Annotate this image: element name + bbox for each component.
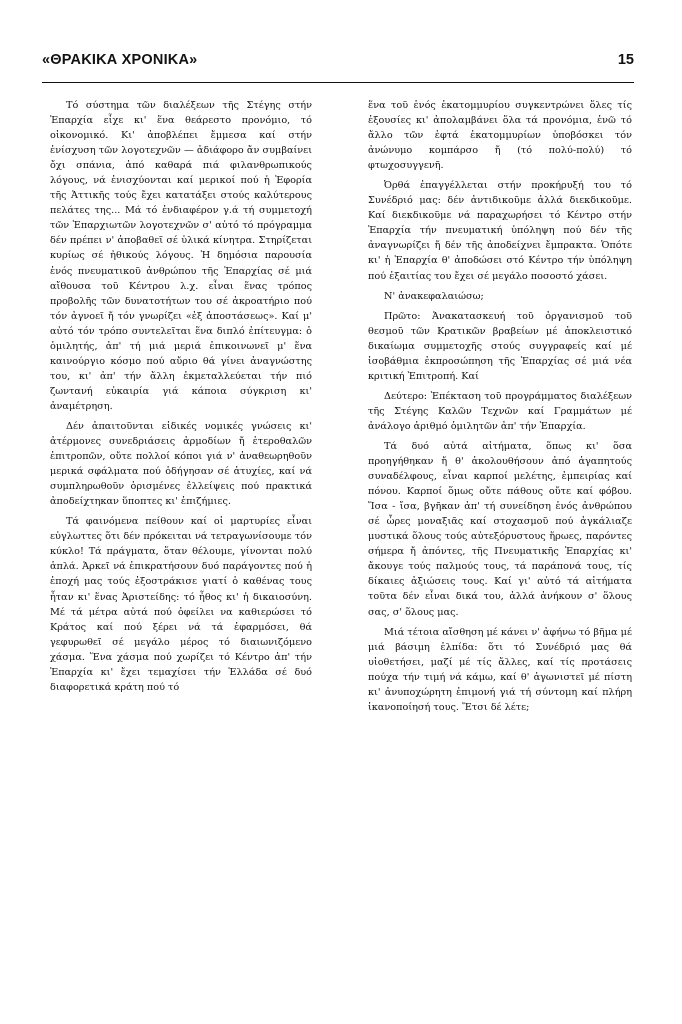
page-number: 15 [617, 52, 634, 68]
running-title: «ΘΡΑΚΙΚΑ ΧΡΟΝΙΚΑ» [42, 52, 198, 68]
paragraph: Ν' ἀνακεφαλαιώσω; [384, 290, 484, 302]
right-column [368, 98, 632, 715]
paragraph: Δεύτερο: Ἐπέκταση τοῦ προγράμματος διαλέξεων τῆς Στέγης Καλῶν Τεχνῶν καί Γραμμάτων μέ ἀνάλογο ἀριθμό ὁμιλητῶν ἀπ' τήν Ἐπαρχία. [368, 390, 632, 432]
paragraph-continued: ἕνα τοῦ ἑνός ἑκατομμυρίου συγκεντρώνει ὅλες τίς ἐξουσίες κι' ἀπολαμβάνει ὅλα τά προνόμια, ἐνῶ τό ἄλλο τῶν ἑφτά ἑκατομμυρίων ὑποβόσκει τόν ἀνώνυμο κομπάρσο ἤ (τό πολύ-πολύ) τό φτωχοσυγγενῆ. [368, 100, 632, 172]
paragraph: Τά δυό αὐτά αἰτήματα, ὅπως κι' ὅσα προηγήθηκαν ἤ θ' ἀκολουθήσουν ἀπό ἀγαπητούς συναδέλφους, εἶναι καρποί μελέτης, ἐμπειρίας καί πόνου. Καρποί ὅμως οὔτε πάθους οὔτε καί φόβου. Ἴσα - ἴσα, βγῆκαν ἀπ' τή συνείδηση ἑνός ἀνθρώπου σέ ὧρες μοναξιᾶς καί στοχασμοῦ πού ἀγκάλιαζε μυστικά ὅλους τούς αὐτεξόρυστους ἥρωες, παρόντες σήμερα ἤ ἀπόντες, τῆς Πνευματικῆς Ἐπαρχίας κι' ἄκουγε τούς παλμούς τους, τά παράπονά τους, τίς δίκαιες ἀξιώσεις τους. Καί γι' αὐτό τά αἰτήματα τοῦτα δέν εἶναι δικά του, ἀλλά ἀνήκουν σ' ὅλους σας, σ' ὅλους μας. [368, 440, 632, 618]
paragraph: Τά φαινόμενα πείθουν καί οἱ μαρτυρίες εἶναι εὐγλωττες ὅτι δέν πρόκειται νά τετραγωνίσουμε τόν κύκλο! Τά πράγματα, ὅταν θέλουμε, γίνονται πολύ ἁπλά. Ἀρκεῖ νά ἐπικρατήσουν δυό παράγοντες πού ἡ ἐποχή μας τούς ἐξοστράκισε γιατί ὁ καθένας τους ἦταν κι' ἕνας Ἀριστείδης: τό ἦθος κι' ἡ δικαιοσύνη. Μέ τά μέτρα αὐτά πού ὀφείλει να καθιερώσει τό Κράτος καί πού ξέρει νά τά ἐφαρμόσει, θά γεφυρωθεῖ σέ μεγάλο μέρος τό διαιωνιζόμενο χάσμα. Ἕνα χάσμα πού χωρίζει τό Κέντρο ἀπ' τήν Ἐπαρχία κι' ἔχει τεμαχίσει τήν Ἑλλάδα σέ δυό διαφορετικά κράτη πού τό [50, 516, 312, 693]
paragraph: Ὀρθά ἐπαγγέλλεται στήν προκήρυξή του τό Συνέδριό μας: δέν ἀντιδικοῦμε ἀλλά διεκδικοῦμε. Καί διεκδικοῦμε νά παραχωρήσει τό Κέντρο στήν Ἐπαρχία τήν πνευματική ὑπόληψη πού δέν τῆς ἀναγνωρίζει ἤ δέν τῆς ἀποδείχνει ἔμπρακτα. Ὁπότε κι' ἡ Ἐπαρχία θ' ἀποδώσει στό Κέντρο τήν ὑπόληψη πού ἐξαιτίας του ἔχει σέ μεγάλο ποσοστό χάσει. [368, 180, 632, 282]
paragraph: Δέν ἀπαιτοῦνται εἰδικές νομικές γνώσεις κι' ἀτέρμονες συνεδριάσεις ἁρμοδίων ἤ ἑτεροθαλῶν ἐπιτροπῶν, οὔτε πολλοί κόποι γιά ν' ἀναθεωρηθοῦν μερικά σφάλματα πού ὁδήγησαν σέ ἀτυχίες, καί νά συμπληρωθοῦν ὁρισμένες ἐλλείψεις πού πρακτικά ἀποδείχτηκαν ὕποπτες κι' ἐπιζήμιες. [50, 420, 312, 508]
paragraph: Μιά τέτοια αἴσθηση μέ κάνει ν' ἀφήνω τό βῆμα μέ μιά βάσιμη ἐλπίδα: ὅτι τό Συνέδριό μας θά υἱοθετήσει, μαζί μέ τίς ἄλλες, καί τίς προτάσεις πούχα τήν τιμή νά κάμω, καί θ' ἀγωνιστεῖ μέ πίστη κι' ἀνυποχώρητη ἐπιμονή γιά τή σύντομη καί πλήρη ἱκανοποίησή τους. Ἔτσι δέ λέτε; [368, 626, 632, 713]
running-header [42, 40, 634, 83]
paragraph: Τό σύστημα τῶν διαλέξεων τῆς Στέγης στήν Ἐπαρχία εἶχε κι' ἕνα θεάρεστο προνόμιο, τό οἰκονομικό. Κι' ἀποβλέπει ἔμμεσα καί στήν ἐνίσχυση τῶν λογοτεχνῶν — ἀδιάφορο ἄν συμβαίνει ὄχι σπάνια, ἀπό καθαρά πιά φιλανθρωπικούς λόγους, νά ἐνισχύονται καί μερικοί πού ἡ Ἐφορία τῆς Ἀττικῆς τούς ἔχει κατατάξει στούς καλύτερους πελάτες της... Μά τό ἐνδιαφέρον γ.ά τή συμμετοχή τῶν Ἐπαρχιωτῶν λογοτεχνῶν σ' αὐτό τό πρόγραμμα δέν πρέπει ν' ἀποβαθεῖ σέ ὑλικά κίνητρα. Στηρίζεται κυρίως σέ ἠθικούς λόγους. Ἡ δημόσια παρουσία ἑνός πνευματικοῦ ἀνθρώπου τῆς Ἐπαρχίας σέ μιά αἴθουσα τοῦ Κέντρου λ.χ. εἶναι ἕνας τρόπος προβολῆς τῶν δυνατοτήτων του σέ ἀκροατήριο πού τόν ἀγνοεῖ ἤ τόν γνωρίζει «ἐξ ἀποστάσεως». Καί μ' αὐτό τόν τρόπο συντελεῖται ἕνα διπλό ἐπίτευγμα: ὁ ὁμιλητής, ἀπ' τή μιά μεριά ἐπικοινωνεῖ μ' ἕνα καινούργιο κόσμο πού αὔριο θά γίνει ἀναγνώστης του, κι' ἀπ' τήν ἄλλη ἐκμεταλλεύεται τήν πιό ζωντανή εὐκαιρία γιά κάποια σύγκριση κι' ἀναμέτρηση. [50, 100, 312, 412]
left-column [50, 98, 312, 695]
paragraph: Πρῶτο: Ἀνακατασκευή τοῦ ὀργανισμοῦ τοῦ θεσμοῦ τῶν Κρατικῶν βραβείων μέ ἀποκλειστικό δικαίωμα συμμετοχῆς στούς συγγραφείς καί μέ ἰσοβάθμια ἐκπροσώπηση τῆς Ἐπαρχίας σέ μιά νέα κριτική Ἐπιτροπή. Καί [368, 310, 632, 382]
